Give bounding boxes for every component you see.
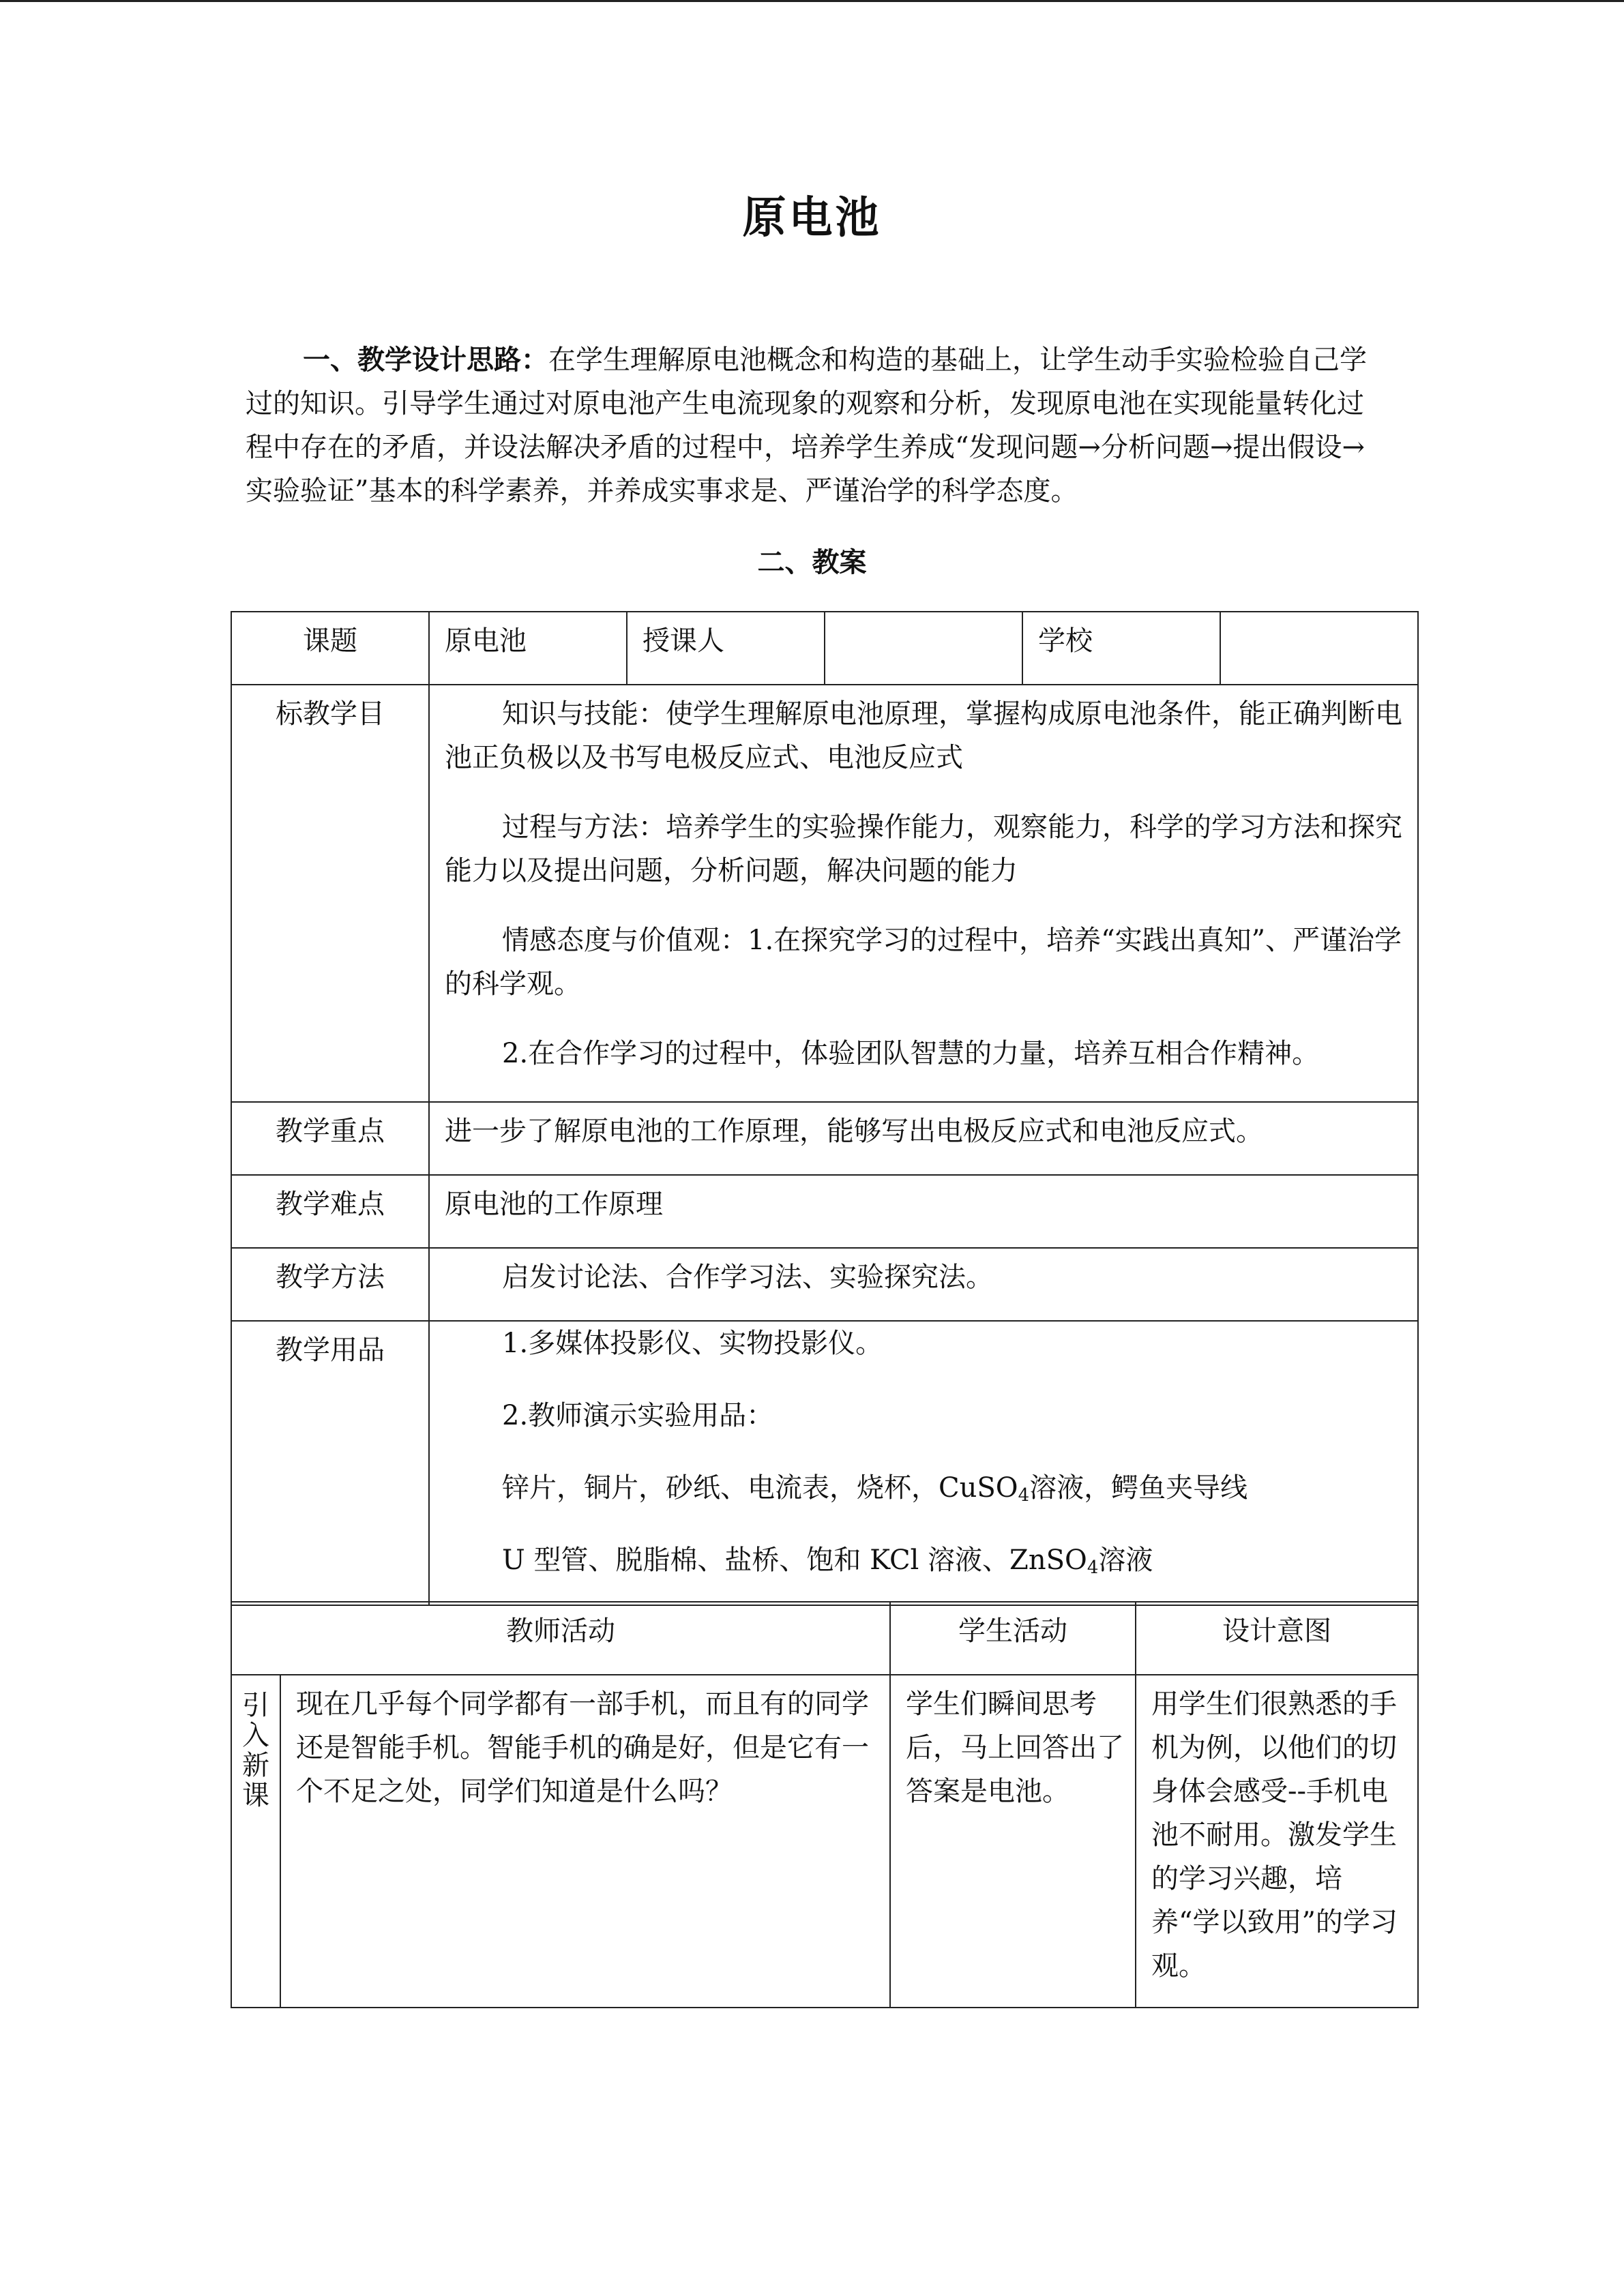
- objective-attitude: 情感态度与价值观：1.在探究学习的过程中，培养“实践出真知”、严谨治学的科学观。: [445, 925, 1402, 1000]
- activity-header-row: [231, 1602, 1418, 1675]
- supplies-line-zinc-copper: [445, 1472, 1406, 1506]
- difficulty-row: [231, 1175, 1418, 1248]
- supplies-line4-subscript: 4: [1087, 1557, 1099, 1578]
- stage-char: 引: [242, 1690, 269, 1721]
- key-point-value: 进一步了解原电池的工作原理，能够写出电极反应式和电池反应式。: [429, 1102, 1418, 1175]
- objectives-row: [231, 685, 1418, 1102]
- supplies-line3-suffix: 溶液，鳄鱼夹导线: [1029, 1472, 1248, 1504]
- supplies-line4-suffix: 溶液: [1098, 1545, 1153, 1576]
- document-title: 原电池: [742, 192, 882, 243]
- rationale-heading: 一、教学设计思路：: [303, 344, 548, 376]
- school-value: [1220, 612, 1418, 685]
- design-rationale-paragraph: [246, 338, 1378, 513]
- supplies-label: 教学用品: [231, 1321, 429, 1605]
- section-title-lesson-plan: 二、教案: [757, 546, 867, 578]
- school-label: 学校: [1022, 612, 1220, 685]
- supplies-line4-text: U 型管、脱脂棉、盐桥、饱和 KCl 溶液、ZnSO: [502, 1545, 1087, 1576]
- teacher-activity-header: 教师活动: [231, 1602, 890, 1675]
- stage-char: 新: [242, 1750, 269, 1781]
- activity-table: [231, 1601, 1419, 2008]
- stage-char: 入: [242, 1720, 269, 1751]
- header-row: [231, 612, 1418, 685]
- objective-knowledge: 知识与技能：使学生理解原电池原理，掌握构成原电池条件，能正确判断电池正负极以及书写电极反应式、电池反应式: [445, 698, 1402, 773]
- rationale-text: 在学生理解原电池概念和构造的基础上，让学生动手实验检验自己学过的知识。引导学生通过对原电池产生电流现象的观察和分析，发现原电池在实现能量转化过程中存在的矛盾，并设法解决矛盾的过程中，培养学生养成“发现问题→分析问题→提出假设→实验验证”基本的科学素养，并养成实事求是、严谨治学的科学态度。: [246, 344, 1367, 507]
- design-intent-header: 设计意图: [1136, 1602, 1418, 1675]
- stage-char: 课: [242, 1780, 269, 1811]
- method-value: 启发讨论法、合作学习法、实验探究法。: [429, 1248, 1418, 1321]
- activity-row-introduction: [231, 1675, 1418, 2008]
- student-activity-text: 学生们瞬间思考后，马上回答出了答案是电池。: [890, 1675, 1136, 2008]
- teacher-activity-text: 现在几乎每个同学都有一部手机，而且有的同学还是智能手机。智能手机的确是好，但是它有一个不足之处，同学们知道是什么吗？: [280, 1675, 890, 2008]
- key-point-row: [231, 1102, 1418, 1175]
- supplies-content: [429, 1321, 1418, 1605]
- supplies-line-salt-bridge: [445, 1545, 1406, 1578]
- supplies-line-projectors: 1.多媒体投影仪、实物投影仪。: [502, 1328, 883, 1359]
- difficulty-label: 教学难点: [231, 1175, 429, 1248]
- topic-label: 课题: [231, 612, 429, 685]
- supplies-row: [231, 1321, 1418, 1605]
- objective-process: 过程与方法：培养学生的实验操作能力，观察能力，科学的学习方法和探究能力以及提出问题，分析问题，解决问题的能力: [445, 811, 1402, 886]
- difficulty-value: 原电池的工作原理: [429, 1175, 1418, 1248]
- design-intent-text: 用学生们很熟悉的手机为例，以他们的切身体会感受--手机电池不耐用。激发学生的学习兴趣，培养“学以致用”的学习观。: [1136, 1675, 1418, 2008]
- objective-cooperation: 2.在合作学习的过程中，体验团队智慧的力量，培养互相合作精神。: [502, 1038, 1320, 1069]
- supplies-line3-subscript: 4: [1018, 1485, 1030, 1506]
- page-top-border: [0, 0, 1624, 2]
- stage-label-introduce-new-lesson: [231, 1675, 280, 2008]
- key-point-label: 教学重点: [231, 1102, 429, 1175]
- supplies-line-demo-heading: 2.教师演示实验用品：: [502, 1400, 774, 1431]
- teacher-label: 授课人: [627, 612, 825, 685]
- objectives-label: 标教学目: [231, 685, 429, 1102]
- teacher-value: [825, 612, 1022, 685]
- supplies-line3-text: 锌片，铜片，砂纸、电流表，烧杯，CuSO: [502, 1472, 1018, 1504]
- topic-value: 原电池: [429, 612, 627, 685]
- objectives-content: [429, 685, 1418, 1102]
- student-activity-header: 学生活动: [890, 1602, 1136, 1675]
- method-row: [231, 1248, 1418, 1321]
- method-label: 教学方法: [231, 1248, 429, 1321]
- lesson-plan-table: [231, 611, 1419, 1606]
